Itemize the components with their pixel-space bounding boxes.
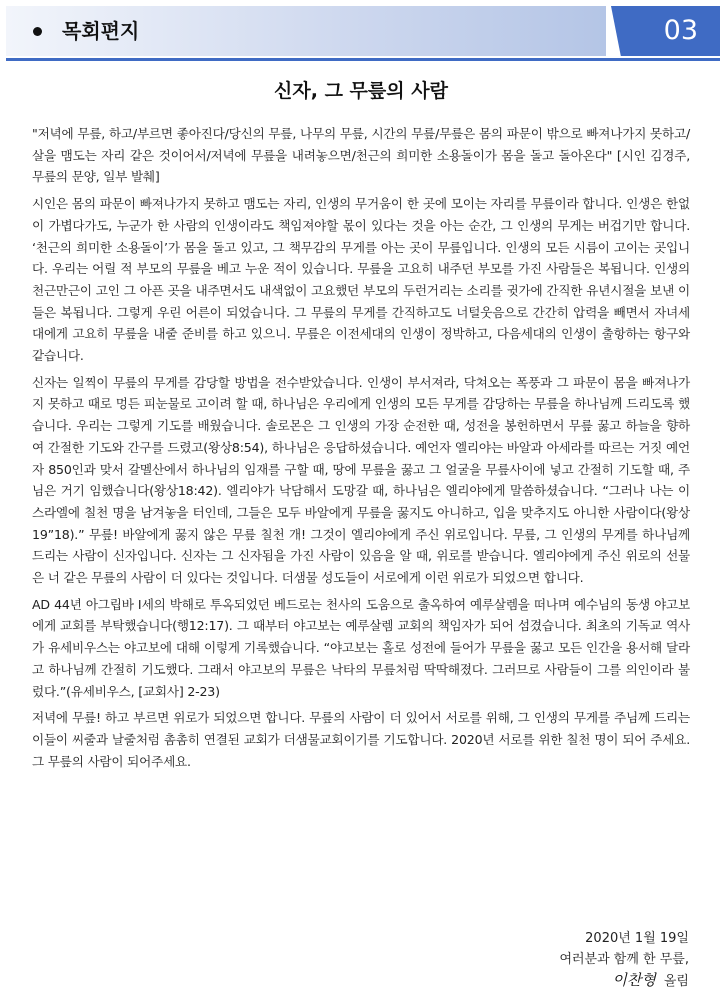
article-body bbox=[32, 123, 690, 777]
paragraph: 저녁에 무릎! 하고 부르면 위로가 되었으면 합니다. 무릎의 사람이 더 있어서 서로를 위해, 그 인생의 무게를 주님께 드리는 이들이 씨줄과 날줄처럼 촘촘히 연결된 교회가 더샘물교회이기를 기도합니다. 2020년 서로를 위한 칠천 명이 되어 주세요. 그 무릎의 사람이 되어주세요. bbox=[32, 710, 690, 769]
signature-suffix: 올림 bbox=[663, 974, 689, 989]
header-underline bbox=[6, 58, 720, 61]
signature-line bbox=[559, 970, 689, 992]
letter-date: 2020년 1월 19일 bbox=[585, 931, 689, 946]
paragraph: AD 44년 아그립바 Ⅰ세의 박해로 투옥되었던 베드로는 천사의 도움으로 출옥하여 예루살렘을 떠나며 예수님의 동생 야고보에게 교회를 부탁했습니다(행12:17). 그 때부터 야고보는 예루살렘 교회의 책임자가 되어 섬겼습니다. 최초의 기독교 역사가 유세비우스는 야고보에 대해 이렇게 기록했습니다. “야고보는 홀로 성전에 들어가 무릎을 꿇고 모든 인간을 용서해 달라고 하나님께 간절히 기도했다. 그래서 야고보의 무릎은 낙타의 무릎처럼 딱딱해졌다. 그러므로 사람들이 그를 의인이라 불렀다.”(유세비우스, [교회사] 2-23) bbox=[32, 596, 690, 699]
paragraph: 시인은 몸의 파문이 빠져나가지 못하고 맴도는 자리, 인생의 무거움이 한 곳에 모이는 자리를 무릎이라 합니다. 인생은 한없이 가볍다가도, 누군가 한 사람의 인생이라도 책임져야할 몫이 있다는 것을 아는 순간, 그 인생의 무게는 버겁기만 합니다. ‘천근의 희미한 소용돌이’가 몸을 돌고 있고, 그 책무감의 무게를 아는 곳이 무릎입니다. 인생의 모든 시름이 고이는 곳입니다. 우리는 어릴 적 부모의 무릎을 베고 누운 적이 있습니다. 무릎을 고요히 내주던 부모를 가진 사람들은 복됩니다. 인생의 천근만근이 고인 그 아픈 곳을 내주면서도 내색없이 고요했던 부모의 두런거리는 소리를 귓가에 간직한 유년시절을 보낸 이들은 복됩니다. 그렇게 우린 어른이 되었습니다. 그 무릎의 무게를 간직하고도 너털웃음으로 간간히 압력을 빼면서 자녀세대에게 고요히 무릎을 내줄 준비를 하고 있으니. 무릎은 이전세대의 인생이 정박하고, 다음세대의 인생이 출항하는 항구와 같습니다. bbox=[32, 196, 690, 364]
paragraph: 신자는 일찍이 무릎의 무게를 감당할 방법을 전수받았습니다. 인생이 부서져라, 닥쳐오는 폭풍과 그 파문이 몸을 빠져나가지 못하고 때로 멍든 피눈물로 고이려 할 때, 하나님은 우리에게 인생의 모든 무게를 감당하는 무릎을 하나님께 드리도록 했습니다. 우리는 그렇게 기도를 배웠습니다. 솔로몬은 그 인생의 가장 순전한 때, 성전을 봉헌하면서 무릎 꿇고 하늘을 향하여 간절한 기도와 간구를 드렸고(왕상8:54), 하나님은 응답하셨습니다. 예언자 엘리야는 바알과 아세라를 따르는 거짓 예언자 850인과 맞서 갈멜산에서 하나님의 임재를 구할 때, 땅에 무릎을 꿇고 그 얼굴을 무릎사이에 넣고 간절히 기도할 때, 주님은 거기 임했습니다(왕상18:42). 엘리야가 낙담해서 도망갈 때, 하나님은 엘리야에게 말씀하셨습니다. “그러나 나는 이스라엘에 칠천 명을 남겨놓을 터인데, 그들은 모두 바알에게 무릎을 꿇지도 아니하고, 입을 맞추지도 아니한 사람이다(왕상19”18).” 무릎! 바알에게 꿇지 않은 무릎 칠천 개! 그것이 엘리야에게 주신 위로입니다. 무릎, 그 인생의 무게를 하나님께 드리는 사람이 신자입니다. 신자는 그 신자됨을 가진 사람이 있음을 알 때, 위로를 받습니다. 엘리야에게 주신 위로의 선물은 너 같은 무릎의 사람이 더 있다는 것입니다. 더샘물 성도들이 서로에게 이런 위로가 되었으면 합니다. bbox=[32, 374, 690, 586]
article-title: 신자, 그 무릎의 사람 bbox=[274, 80, 448, 102]
section-title: 목회편지 bbox=[62, 19, 140, 43]
signature-name: 이찬형 bbox=[612, 971, 656, 989]
bullet-icon bbox=[33, 27, 42, 36]
signature-block bbox=[559, 928, 689, 992]
issue-number: 03 bbox=[663, 15, 698, 46]
paragraph-poem-quote: "저녁에 무릎, 하고/부르면 좋아진다/당신의 무릎, 나무의 무릎, 시간의 무릎/무릎은 몸의 파문이 밖으로 빠져나가지 못하고/살을 맴도는 자리 같은 것이어서/저녁에 무릎을 내려놓으면/천근의 희미한 소용돌이가 몸을 돌고 돌아온다" [시인 김경주, 무릎의 문양, 일부 발췌] bbox=[32, 126, 690, 185]
page-header bbox=[6, 6, 720, 56]
closing-line: 여러분과 함께 한 무릎, bbox=[559, 952, 689, 967]
